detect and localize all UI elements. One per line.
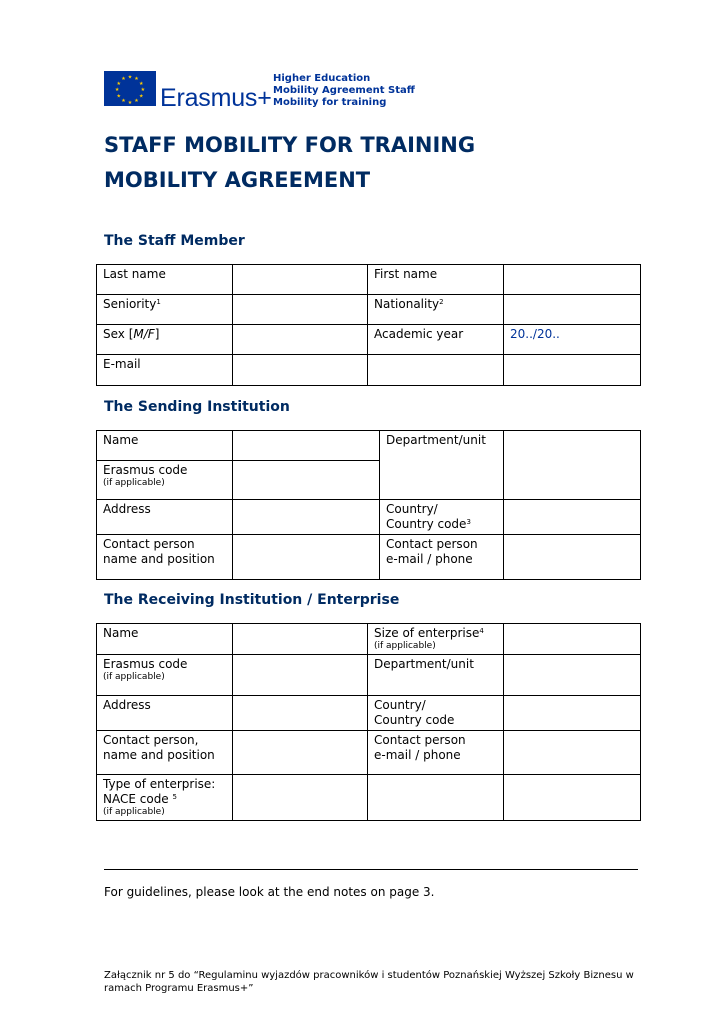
empty-cell <box>504 355 641 386</box>
erasmus-wordmark: Erasmus+ <box>160 84 272 112</box>
eu-stars <box>104 71 156 106</box>
title-line: STAFF MOBILITY FOR TRAINING <box>104 133 476 157</box>
receiving-department-label: Department/unit <box>368 655 504 696</box>
seniority-field[interactable] <box>233 295 368 325</box>
sex-label: Sex [M/F] <box>97 325 233 355</box>
sending-contact-email-label: Contact person e-mail / phone <box>380 535 504 580</box>
sending-address-label: Address <box>97 500 233 535</box>
academic-year-label: Academic year <box>368 325 504 355</box>
tagline-line: Mobility Agreement Staff <box>273 85 415 96</box>
tagline-line: Mobility for training <box>273 97 387 108</box>
sending-erasmus-code-field[interactable] <box>233 461 380 500</box>
sending-name-field[interactable] <box>233 431 380 461</box>
academic-year-field[interactable]: 20../20.. <box>504 325 641 355</box>
receiving-address-field[interactable] <box>233 696 368 731</box>
svg-text:★: ★ <box>114 87 120 94</box>
nationality-label: Nationality$^2$ <box>368 295 504 325</box>
receiving-size-label: Size of enterprise$^4$ (if applicable) <box>368 624 504 655</box>
nationality-field[interactable] <box>504 295 641 325</box>
receiving-country-field[interactable] <box>504 696 641 731</box>
receiving-name-label: Name <box>97 624 233 655</box>
staff-table <box>96 264 641 386</box>
footer-annex-note: Załącznik nr 5 do “Regulaminu wyjazdów pracowników i studentów Poznańskiej Wyższej Szkoły Biznesu w ramach Programu Erasmus+” <box>104 970 634 994</box>
receiving-contact-field[interactable] <box>233 731 368 775</box>
svg-text:★: ★ <box>116 93 122 100</box>
receiving-erasmus-code-field[interactable] <box>233 655 368 696</box>
svg-text:★: ★ <box>138 93 144 100</box>
last-name-label: Last name <box>97 265 233 295</box>
sending-country-field[interactable] <box>504 500 641 535</box>
receiving-table <box>96 623 641 821</box>
receiving-erasmus-code-label: Erasmus code (if applicable) <box>97 655 233 696</box>
document-title <box>104 128 684 198</box>
empty-cell <box>368 355 504 386</box>
first-name-field[interactable] <box>504 265 641 295</box>
empty-cell <box>368 775 504 821</box>
last-name-field[interactable] <box>233 265 368 295</box>
programme-tagline <box>273 73 415 109</box>
email-label: E-mail <box>97 355 233 386</box>
svg-text:★: ★ <box>134 98 139 105</box>
sending-country-label: Country/ Country code$^3$ <box>380 500 504 535</box>
receiving-department-field[interactable] <box>504 655 641 696</box>
receiving-type-field[interactable] <box>233 775 368 821</box>
sending-heading: The Sending Institution <box>104 399 290 415</box>
svg-text:★: ★ <box>121 98 126 105</box>
sending-department-label: Department/unit <box>380 431 504 500</box>
sending-name-label: Name <box>97 431 233 461</box>
sending-department-field[interactable] <box>504 431 641 500</box>
staff-heading: The Staff Member <box>104 233 245 249</box>
receiving-heading: The Receiving Institution / Enterprise <box>104 592 400 608</box>
sending-erasmus-code-label: Erasmus code (if applicable) <box>97 461 233 500</box>
first-name-label: First name <box>368 265 504 295</box>
sending-contact-email-field[interactable] <box>504 535 641 580</box>
receiving-size-field[interactable] <box>504 624 641 655</box>
sending-contact-label: Contact person name and position <box>97 535 233 580</box>
svg-text:★: ★ <box>134 76 139 83</box>
svg-text:★: ★ <box>121 76 126 83</box>
svg-text:★: ★ <box>138 80 144 87</box>
sending-table <box>96 430 641 580</box>
receiving-contact-label: Contact person, name and position <box>97 731 233 775</box>
eu-flag-icon <box>104 71 156 106</box>
sending-contact-field[interactable] <box>233 535 380 580</box>
guidelines-note: For guidelines, please look at the end notes on page 3. <box>104 885 435 899</box>
svg-text:★: ★ <box>127 74 133 81</box>
svg-text:★: ★ <box>140 87 146 94</box>
receiving-contact-email-label: Contact person e-mail / phone <box>368 731 504 775</box>
empty-cell <box>504 775 641 821</box>
svg-text:★: ★ <box>127 99 133 106</box>
receiving-address-label: Address <box>97 696 233 731</box>
email-field[interactable] <box>233 355 368 386</box>
receiving-type-label: Type of enterprise: NACE code $^5$ (if applicable) <box>97 775 233 821</box>
receiving-country-label: Country/ Country code <box>368 696 504 731</box>
sex-field[interactable] <box>233 325 368 355</box>
svg-text:★: ★ <box>116 80 122 87</box>
sending-address-field[interactable] <box>233 500 380 535</box>
seniority-label: Seniority$^1$ <box>97 295 233 325</box>
tagline-line: Higher Education <box>273 73 371 84</box>
receiving-name-field[interactable] <box>233 624 368 655</box>
title-line: MOBILITY AGREEMENT <box>104 168 371 192</box>
receiving-contact-email-field[interactable] <box>504 731 641 775</box>
divider <box>104 869 638 870</box>
